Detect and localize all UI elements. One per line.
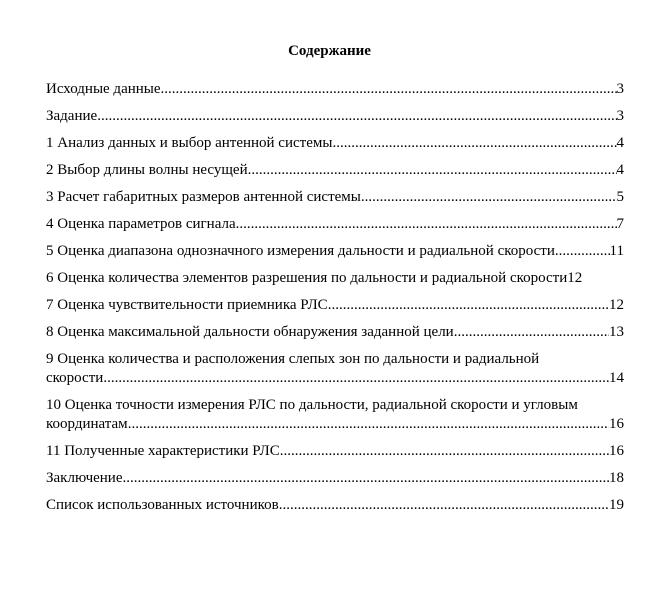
table-of-contents <box>46 80 624 523</box>
toc-page-number: 12 <box>609 297 624 313</box>
toc-entry-text: 7 Оценка чувствительности приемника РЛС <box>46 297 328 313</box>
toc-leader-dots <box>236 215 617 234</box>
toc-entry[interactable] <box>46 350 624 388</box>
toc-leader-dots <box>555 242 610 261</box>
toc-entry-text: Список использованных источников <box>46 497 279 513</box>
toc-leader-dots <box>123 469 610 488</box>
toc-leader-dots <box>103 369 609 388</box>
toc-entry[interactable] <box>46 215 624 234</box>
toc-page-number: 3 <box>616 108 624 124</box>
toc-entry-text: 3 Расчет габаритных размеров антенной системы <box>46 189 361 205</box>
toc-page-number: 19 <box>609 497 624 513</box>
toc-entry-text: 6 Оценка количества элементов разрешения по дальности и радиальной скорости <box>46 270 568 286</box>
toc-entry-text-line1: 9 Оценка количества и расположения слепых зон по дальности и радиальной <box>46 351 540 367</box>
toc-leader-dots <box>332 134 616 153</box>
toc-entry[interactable] <box>46 188 624 207</box>
toc-page-number: 18 <box>609 470 624 486</box>
toc-leader-dots <box>248 161 617 180</box>
toc-page-number: 7 <box>616 216 624 232</box>
toc-leader-dots <box>128 415 609 434</box>
toc-leader-dots <box>97 107 616 126</box>
toc-leader-dots <box>280 442 609 461</box>
toc-entry[interactable] <box>46 242 624 261</box>
toc-entry[interactable] <box>46 323 624 342</box>
toc-entry-text: 5 Оценка диапазона однозначного измерения дальности и радиальной скорости <box>46 243 555 259</box>
toc-entry-text: координатам <box>46 416 128 432</box>
toc-entry-text: 1 Анализ данных и выбор антенной системы <box>46 135 333 151</box>
toc-entry[interactable] <box>46 296 624 315</box>
toc-entry-text: 8 Оценка максимальной дальности обнаружения заданной цели <box>46 324 454 340</box>
page-title: Содержание <box>288 43 371 59</box>
toc-leader-dots <box>454 323 609 342</box>
toc-entry-text: 11 Полученные характеристики РЛС <box>46 443 280 459</box>
toc-entry[interactable] <box>46 80 624 99</box>
toc-entry-text: 2 Выбор длины волны несущей <box>46 162 248 178</box>
toc-entry[interactable] <box>46 134 624 153</box>
toc-page-number: 14 <box>609 370 624 386</box>
toc-entry[interactable] <box>46 269 624 288</box>
toc-page-number: 4 <box>616 162 624 178</box>
toc-entry[interactable] <box>46 161 624 180</box>
toc-entry[interactable] <box>46 469 624 488</box>
toc-entry-text-line1: 10 Оценка точности измерения РЛС по дальности, радиальной скорости и угловым <box>46 397 578 413</box>
toc-leader-dots <box>361 188 617 207</box>
toc-page-number: 12 <box>567 270 583 286</box>
toc-page-number: 3 <box>616 81 624 97</box>
toc-entry-text: Заключение <box>46 470 123 486</box>
toc-entry[interactable] <box>46 496 624 515</box>
toc-entry-text: 4 Оценка параметров сигнала <box>46 216 236 232</box>
toc-leader-dots <box>328 296 609 315</box>
toc-entry-text: Задание <box>46 108 98 124</box>
toc-page-number: 16 <box>609 443 624 459</box>
toc-leader-dots <box>161 80 617 99</box>
toc-page-number: 13 <box>609 324 624 340</box>
toc-page-number: 16 <box>609 416 624 432</box>
toc-entry[interactable] <box>46 396 624 434</box>
toc-entry[interactable] <box>46 107 624 126</box>
toc-page-number: 5 <box>616 189 624 205</box>
toc-leader-dots <box>279 496 609 515</box>
toc-entry-text: Исходные данные <box>46 81 161 97</box>
toc-entry[interactable] <box>46 442 624 461</box>
toc-page-number: 11 <box>609 243 624 259</box>
toc-page-number: 4 <box>616 135 624 151</box>
toc-entry-text: скорости <box>46 370 104 386</box>
